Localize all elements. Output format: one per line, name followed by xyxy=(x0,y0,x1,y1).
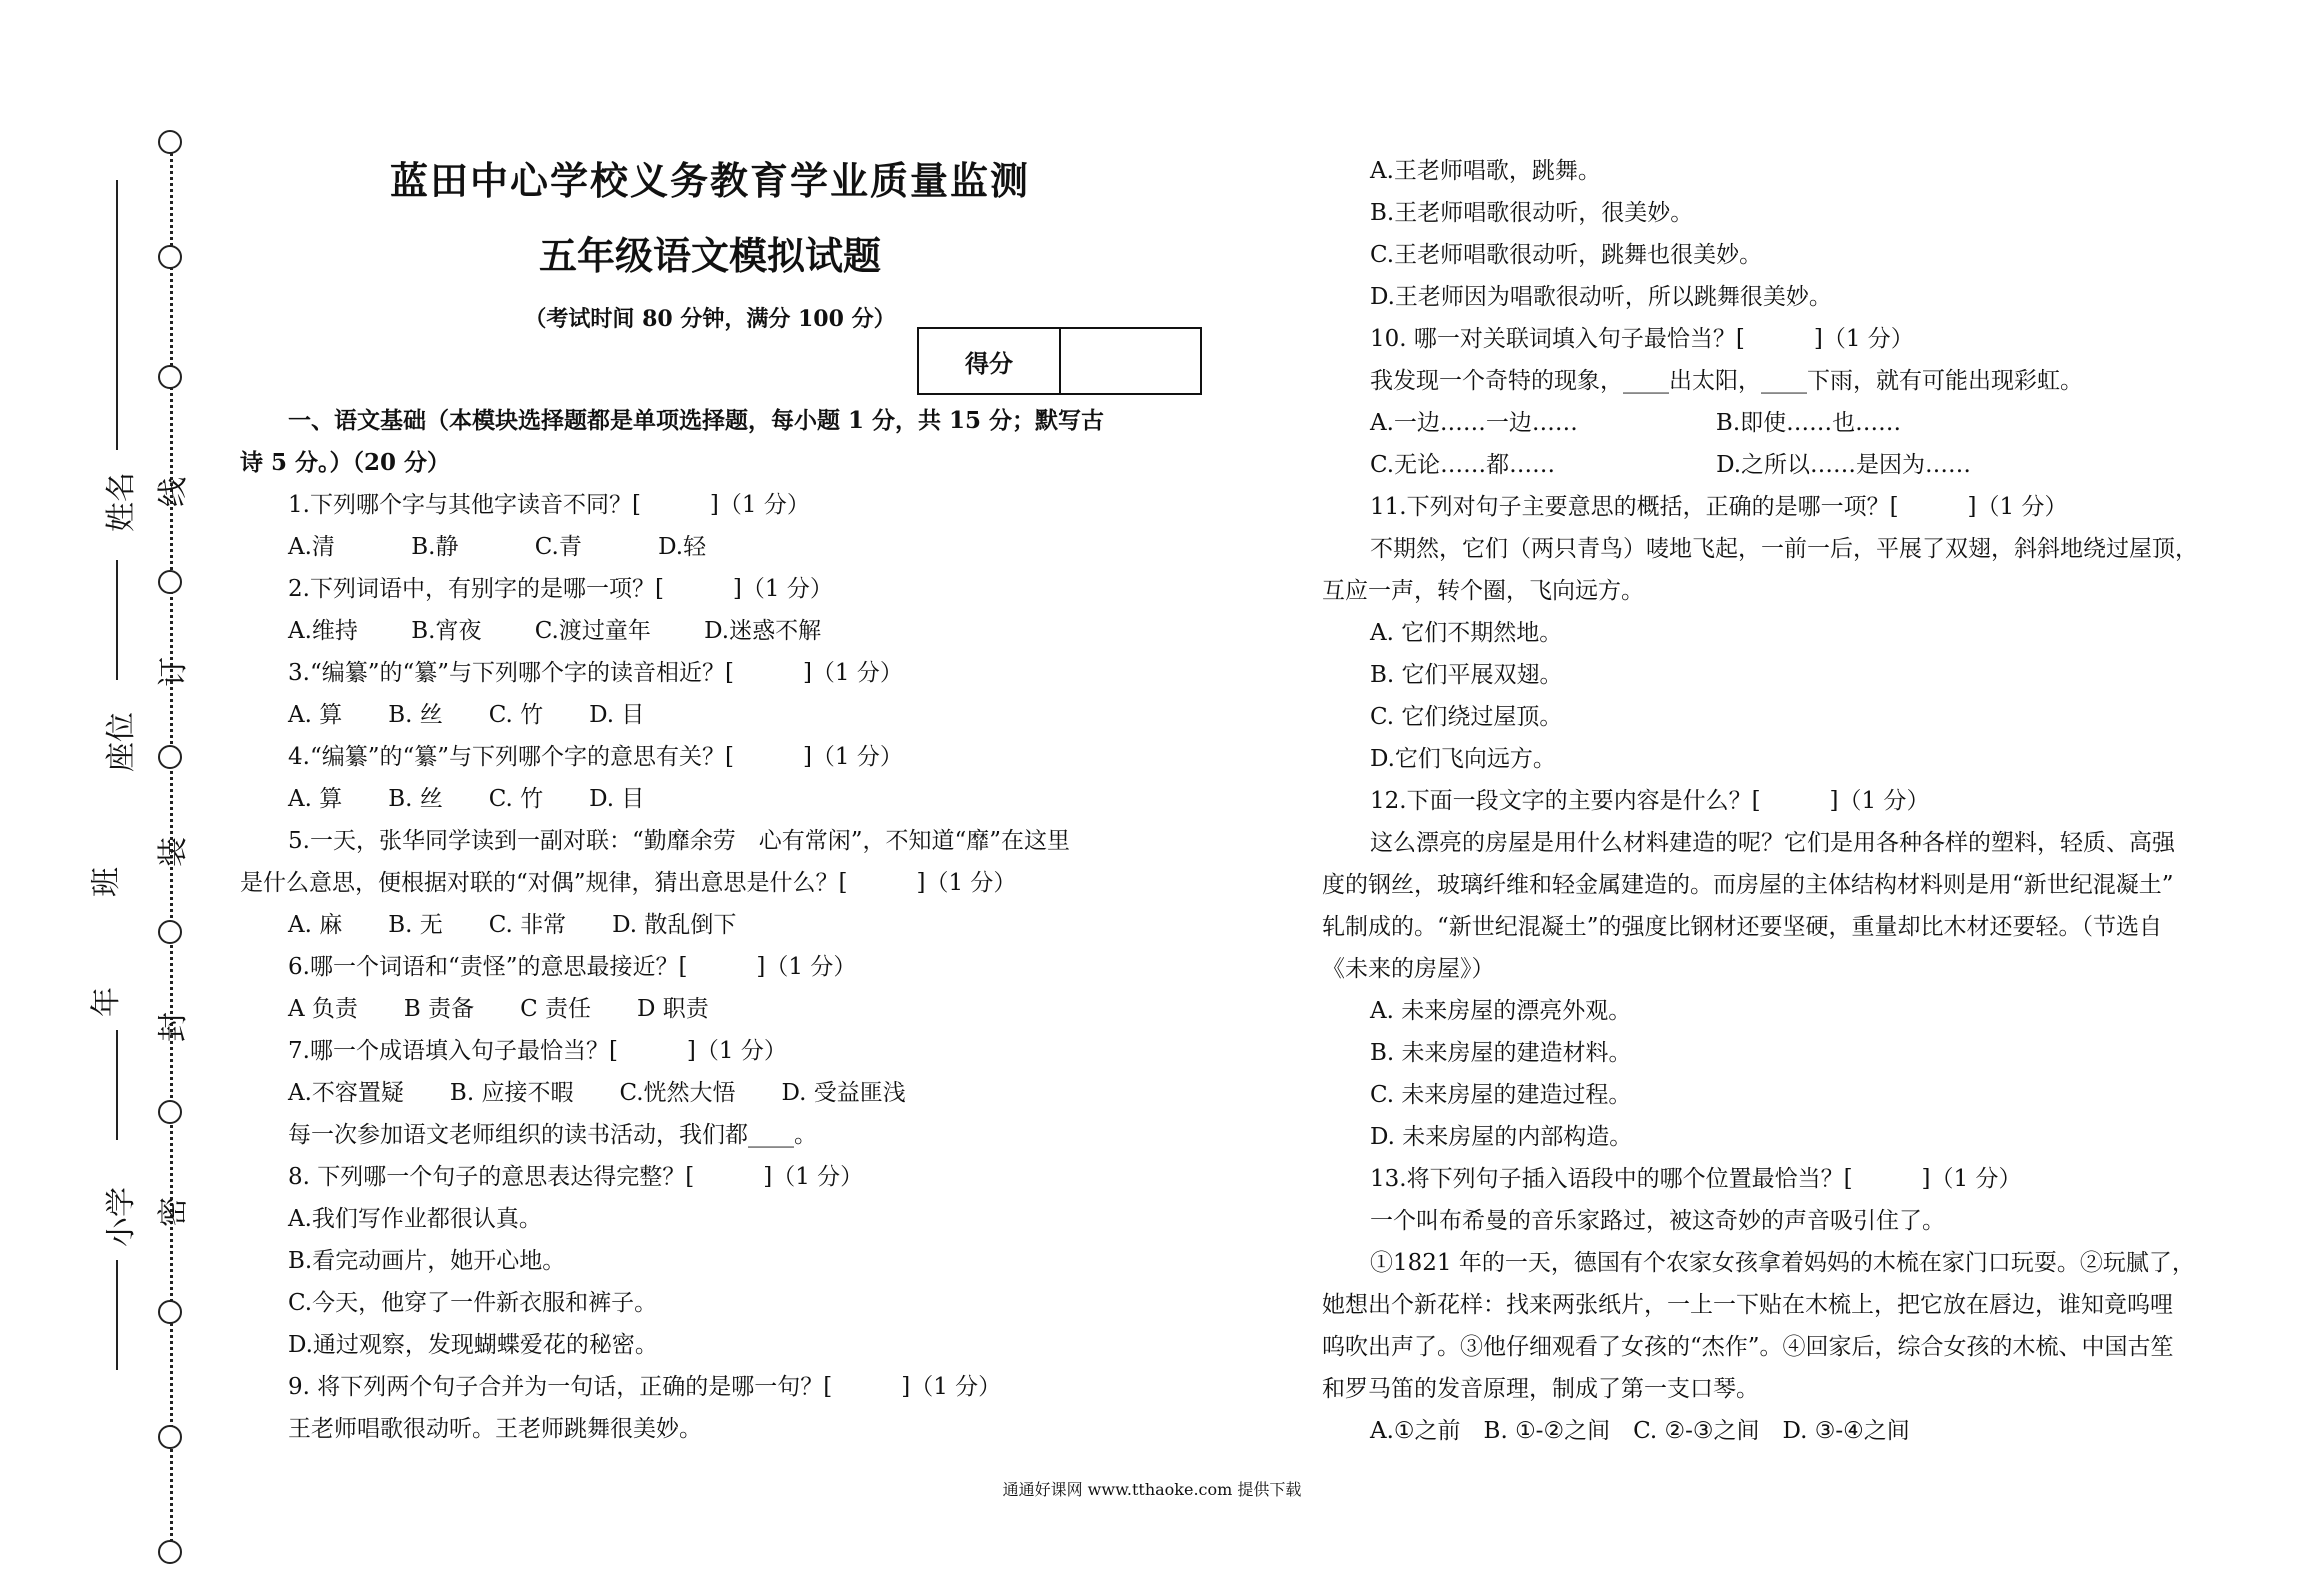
question-11-option-b: B. 它们平展双翅。 xyxy=(1370,662,1563,688)
question-8-option-c: C.今天，他穿了一件新衣服和裤子。 xyxy=(288,1290,658,1316)
binding-margin xyxy=(0,0,220,1595)
question-7-options: A.不容置疑 B. 应接不暇 C.恍然大悟 D. 受益匪浅 xyxy=(288,1080,906,1106)
question-5-cont: 是什么意思，便根据对联的“对偶”规律，猜出意思是什么？[ ]（1 分） xyxy=(240,870,1017,896)
question-3: 3.“编纂”的“纂”与下列哪个字的读音相近？[ ]（1 分） xyxy=(288,660,903,686)
binding-circle xyxy=(158,130,182,154)
question-11: 11.下列对句子主要意思的概括，正确的是哪一项？[ ]（1 分） xyxy=(1370,494,2068,520)
binding-char-xian: 线 xyxy=(156,477,191,507)
score-input-cell[interactable] xyxy=(1061,329,1200,393)
question-12-option-c: C. 未来房屋的建造过程。 xyxy=(1370,1082,1632,1108)
question-12-option-b: B. 未来房屋的建造材料。 xyxy=(1370,1040,1632,1066)
question-13-passage-1: ①1821 年的一天，德国有个农家女孩拿着妈妈的木梳在家门口玩耍。②玩腻了， xyxy=(1370,1250,2195,1276)
binding-circle xyxy=(158,365,182,389)
question-8-option-d: D.通过观察，发现蝴蝶爱花的秘密。 xyxy=(288,1332,658,1358)
binding-char-ding: 订 xyxy=(156,657,191,687)
binding-circle xyxy=(158,745,182,769)
question-9-option-a: A.王老师唱歌，跳舞。 xyxy=(1370,158,1601,184)
question-2-options: A.维持 B.宵夜 C.渡过童年 D.迷惑不解 xyxy=(288,618,822,644)
question-10-sentence: 我发现一个奇特的现象，____出太阳，____下雨，就有可能出现彩虹。 xyxy=(1370,368,2083,394)
question-9-option-b: B.王老师唱歌很动听，很美妙。 xyxy=(1370,200,1694,226)
binding-char-zhuang: 装 xyxy=(156,837,191,867)
question-7-sentence: 每一次参加语文老师组织的读书活动，我们都____。 xyxy=(288,1122,817,1148)
question-4-options: A. 算 B. 丝 C. 竹 D. 目 xyxy=(288,786,645,812)
question-11-option-d: D.它们飞向远方。 xyxy=(1370,746,1556,772)
question-12-passage-2: 度的钢丝，玻璃纤维和轻金属建造的。而房屋的主体结构材料则是用“新世纪混凝土” xyxy=(1322,872,2174,898)
question-9-sentence: 王老师唱歌很动听。王老师跳舞很美妙。 xyxy=(288,1416,702,1442)
question-12-passage-3: 轧制成的。“新世纪混凝土”的强度比钢材还要坚硬，重量却比木材还要轻。（节选自 xyxy=(1322,914,2163,940)
question-10-options-ab: A.一边……一边…… B.即使……也…… xyxy=(1370,410,1902,436)
question-11-passage-cont: 互应一声，转个圈，飞向远方。 xyxy=(1322,578,1644,604)
footer-source: 通通好课网 www.tthaoke.com 提供下载 xyxy=(1002,1480,1302,1499)
question-1-options: A.清 B.静 C.青 D.轻 xyxy=(288,534,707,560)
name-field-line[interactable] xyxy=(116,180,118,450)
question-10-options-cd: C.无论……都…… D.之所以……是因为…… xyxy=(1370,452,1972,478)
question-2: 2.下列词语中，有别字的是哪一项？[ ]（1 分） xyxy=(288,576,833,602)
field-label-class: 班 xyxy=(89,867,124,897)
score-label: 得分 xyxy=(919,329,1061,393)
question-12: 12.下面一段文字的主要内容是什么？[ ]（1 分） xyxy=(1370,788,1930,814)
section-heading: 一、语文基础（本模块选择题都是单项选择题，每小题 1 分，共 15 分；默写古 xyxy=(288,407,1105,434)
question-5: 5.一天，张华同学读到一副对联：“勤靡余劳 心有常闲”，不知道“靡”在这里 xyxy=(288,828,1070,854)
binding-circle xyxy=(158,1300,182,1324)
question-8-option-b: B.看完动画片，她开心地。 xyxy=(288,1248,566,1274)
binding-circle xyxy=(158,1540,182,1564)
field-label-school: 小学 xyxy=(104,1187,139,1247)
question-12-passage-4: 《未来的房屋》） xyxy=(1322,956,1495,982)
binding-char-mi: 密 xyxy=(156,1197,191,1227)
score-box xyxy=(917,327,1202,395)
question-8: 8. 下列哪一个句子的意思表达得完整？[ ]（1 分） xyxy=(288,1164,864,1190)
school-field-line[interactable] xyxy=(116,1260,118,1370)
question-11-option-c: C. 它们绕过屋顶。 xyxy=(1370,704,1563,730)
exam-subtitle: 五年级语文模拟试题 xyxy=(538,233,881,278)
question-9: 9. 将下列两个句子合并为一句话，正确的是哪一句？[ ]（1 分） xyxy=(288,1374,1002,1400)
binding-char-feng: 封 xyxy=(156,1012,191,1042)
field-label-name: 姓名 xyxy=(104,472,139,532)
question-11-option-a: A. 它们不期然地。 xyxy=(1370,620,1563,646)
binding-circle xyxy=(158,245,182,269)
question-7: 7.哪一个成语填入句子最恰当？[ ]（1 分） xyxy=(288,1038,787,1064)
question-13-passage-3: 呜吹出声了。③他仔细观看了女孩的“杰作”。④回家后，综合女孩的木梳、中国古笙 xyxy=(1322,1334,2174,1360)
seat-field-line[interactable] xyxy=(116,560,118,680)
question-4: 4.“编纂”的“纂”与下列哪个字的意思有关？[ ]（1 分） xyxy=(288,744,903,770)
question-6-options: A 负责 B 责备 C 责任 D 职责 xyxy=(288,996,709,1022)
binding-circle xyxy=(158,920,182,944)
question-3-options: A. 算 B. 丝 C. 竹 D. 目 xyxy=(288,702,645,728)
field-label-grade: 年 xyxy=(89,987,124,1017)
binding-circle xyxy=(158,1425,182,1449)
right-column xyxy=(1322,150,2222,1452)
left-column xyxy=(240,400,1180,1450)
question-12-option-a: A. 未来房屋的漂亮外观。 xyxy=(1370,998,1632,1024)
question-13-sentence: 一个叫布希曼的音乐家路过，被这奇妙的声音吸引住了。 xyxy=(1370,1208,1945,1234)
question-8-option-a: A.我们写作业都很认真。 xyxy=(288,1206,542,1232)
binding-circle xyxy=(158,570,182,594)
question-10: 10. 哪一对关联词填入句子最恰当？[ ]（1 分） xyxy=(1370,326,1914,352)
question-13: 13.将下列句子插入语段中的哪个位置最恰当？[ ]（1 分） xyxy=(1370,1166,2022,1192)
question-12-passage-1: 这么漂亮的房屋是用什么材料建造的呢？它们是用各种各样的塑料，轻质、高强 xyxy=(1370,830,2175,856)
exam-time-note: （考试时间 80 分钟，满分 100 分） xyxy=(524,306,896,332)
grade-field-line[interactable] xyxy=(116,1030,118,1140)
question-1: 1.下列哪个字与其他字读音不同？[ ]（1 分） xyxy=(288,492,810,518)
question-6: 6.哪一个词语和“责怪”的意思最接近？[ ]（1 分） xyxy=(288,954,857,980)
question-9-option-c: C.王老师唱歌很动听，跳舞也很美妙。 xyxy=(1370,242,1763,268)
question-13-passage-4: 和罗马笛的发音原理，制成了第一支口琴。 xyxy=(1322,1376,1759,1402)
question-11-passage: 不期然，它们（两只青鸟）唛地飞起，一前一后，平展了双翅，斜斜地绕过屋顶， xyxy=(1370,536,2198,562)
field-label-seat: 座位 xyxy=(104,712,139,772)
question-9-option-d: D.王老师因为唱歌很动听，所以跳舞很美妙。 xyxy=(1370,284,1832,310)
binding-circle xyxy=(158,1100,182,1124)
question-5-options: A. 麻 B. 无 C. 非常 D. 散乱倒下 xyxy=(288,912,737,938)
question-13-options: A.①之前 B. ①-②之间 C. ②-③之间 D. ③-④之间 xyxy=(1370,1418,1910,1444)
exam-header xyxy=(240,150,1180,347)
exam-title: 蓝田中心学校义务教育学业质量监测 xyxy=(389,158,1030,203)
section-heading-cont: 诗 5 分。）（20 分） xyxy=(240,449,451,476)
question-13-passage-2: 她想出个新花样：找来两张纸片，一上一下贴在木梳上，把它放在唇边，谁知竟呜哩 xyxy=(1322,1292,2173,1318)
question-12-option-d: D. 未来房屋的内部构造。 xyxy=(1370,1124,1633,1150)
